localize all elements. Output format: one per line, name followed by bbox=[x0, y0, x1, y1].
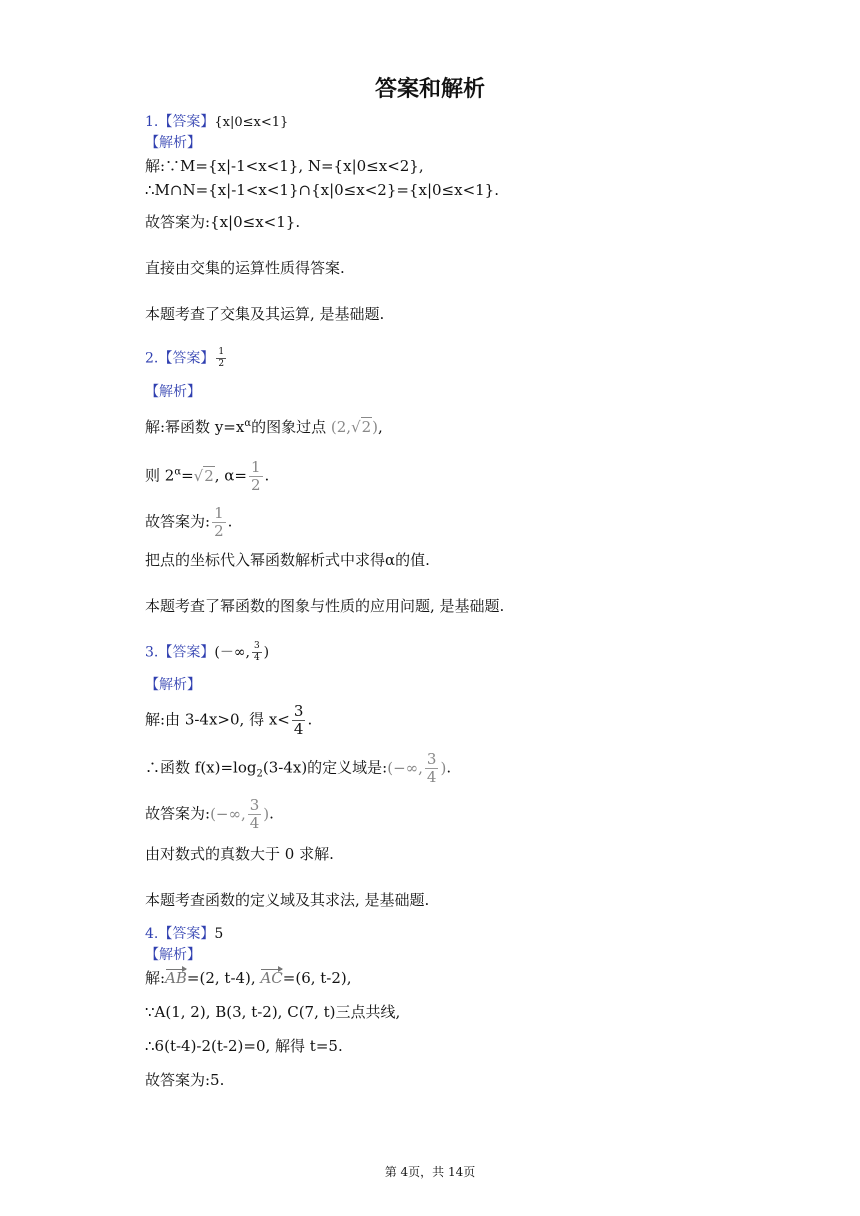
q3-answer-tag: 【答案】 bbox=[158, 644, 215, 661]
q3-number: 3. bbox=[145, 644, 159, 661]
q4-answer-line bbox=[145, 924, 223, 944]
q3-final-interval: (−∞, $\frac{3}{4}$ ) bbox=[210, 796, 270, 832]
q2-answer-fraction: $\frac{1}{2}$ bbox=[218, 347, 225, 369]
q2-number: 2. bbox=[145, 350, 159, 367]
q1-line1: 解:∵M={x|-1<x<1}, N={x|0≤x<2}, bbox=[145, 157, 424, 175]
q3-x-fraction: $\frac{3}{4}$ bbox=[293, 702, 304, 738]
q3-interval: (−∞, $\frac{3}{4}$ ) bbox=[387, 750, 447, 786]
q2-analysis-tag: 【解析】 bbox=[145, 384, 201, 400]
q2-point: (2,√2) bbox=[330, 418, 379, 436]
q4-analysis-tag: 【解析】 bbox=[145, 947, 201, 963]
q2-answer-line bbox=[145, 348, 228, 369]
q3-answer-line: 3.【答案】(－∞, $\frac{3}{4}$ ) bbox=[145, 641, 270, 663]
q2-alpha-fraction: $\frac{1}{2}$ bbox=[251, 458, 261, 494]
q3-answer-fraction: $\frac{3}{4}$ bbox=[253, 641, 260, 663]
q3-line3: 故答案为:(−∞, $\frac{3}{4}$ ). bbox=[145, 796, 274, 832]
q3-line2: ∴函数 $f(x)=\log_2(3-4x)$的定义域是:(−∞, $\frac{3}{4}$ ). bbox=[145, 750, 452, 786]
q2-line5: 本题考查了幂函数的图象与性质的应用问题, 是基础题. bbox=[145, 597, 505, 615]
q1-line4: 直接由交集的运算性质得答案. bbox=[145, 259, 345, 277]
q3-line4: 由对数式的真数大于 0 求解. bbox=[145, 845, 334, 863]
q3-line5: 本题考查函数的定义域及其求法, 是基础题. bbox=[145, 891, 430, 909]
q4-number: 4. bbox=[145, 926, 159, 942]
q4-line2: ∵A(1, 2), B(3, t-2), C(7, t)三点共线, bbox=[145, 1003, 401, 1021]
vector-ac: AC bbox=[260, 969, 283, 987]
page-footer: 第 4页，共 14页 bbox=[384, 1165, 476, 1179]
q2-final-fraction: $\frac{1}{2}$ bbox=[214, 504, 224, 540]
q1-number: 1. bbox=[145, 114, 159, 130]
q4-line4: 故答案为:5. bbox=[145, 1071, 225, 1089]
q2-line4: 把点的坐标代入幂函数解析式中求得α的值. bbox=[145, 551, 430, 569]
q1-analysis-tag: 【解析】 bbox=[145, 135, 201, 151]
q1-line5: 本题考查了交集及其运算, 是基础题. bbox=[145, 305, 385, 323]
q2-line3: 故答案为: $\frac{1}{2}$ . bbox=[145, 504, 233, 540]
q2-line2: 则 $2^\alpha=√2$, α= $\frac{1}{2}$ . bbox=[145, 458, 270, 494]
q1-answer-tag: 【答案】 bbox=[158, 114, 215, 130]
q1-answer-line bbox=[145, 112, 288, 133]
vector-ab: AB bbox=[165, 969, 187, 987]
q4-answer-tag: 【答案】 bbox=[158, 926, 215, 942]
q2-answer-tag: 【答案】 bbox=[158, 350, 215, 367]
q1-line2: ∴M∩N={x|-1<x<1}∩{x|0≤x<2}={x|0≤x<1}. bbox=[145, 181, 499, 199]
q2-line1: 解:幂函数 $y=x^\alpha$的图象过点 (2,√2), bbox=[145, 418, 383, 436]
q1-line3: 故答案为:{x|0≤x<1}. bbox=[145, 213, 301, 231]
q4-line1: 解:AB=(2, t-4), AC=(6, t-2), bbox=[145, 969, 352, 987]
q4-line3: ∴6(t-4)-2(t-2)=0, 解得 t=5. bbox=[145, 1037, 343, 1055]
q4-answer: 5 bbox=[214, 926, 224, 942]
q3-line1: 解:由 3-4x>0, 得 x< $\frac{3}{4}$ . bbox=[145, 702, 313, 738]
page-title: 答案和解析 bbox=[374, 77, 485, 102]
q1-answer: {x|0≤x<1} bbox=[214, 115, 289, 130]
q3-analysis-tag: 【解析】 bbox=[145, 677, 201, 693]
